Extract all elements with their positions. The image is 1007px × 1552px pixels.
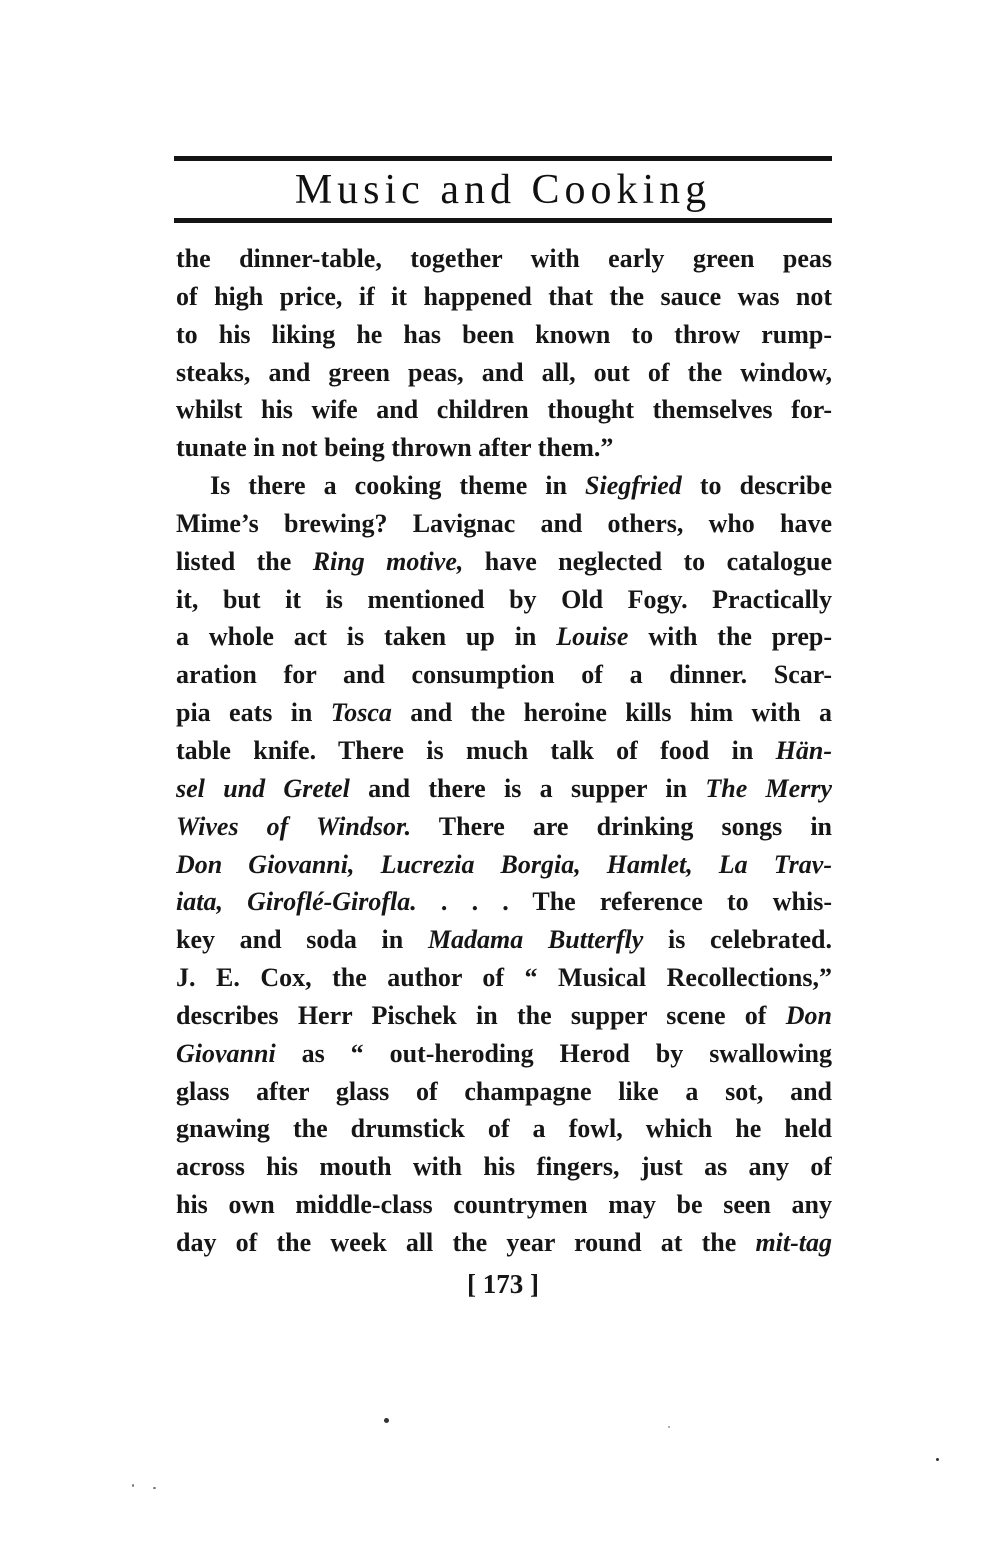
text-line: Mime’s brewing? Lavignac and others, who have: [176, 508, 832, 538]
page-number: [ 173 ]: [467, 1269, 539, 1299]
text-line: it, but it is mentioned by Old Fogy. Practically: [176, 584, 832, 614]
text-line: aration for and consumption of a dinner. Scar-: [176, 660, 832, 690]
running-head-title: Music and Cooking: [294, 167, 712, 213]
text-line: gnawing the drumstick of a fowl, which he held: [176, 1114, 832, 1144]
text-line: Is there a cooking theme in Siegfried to describe: [210, 471, 832, 501]
header-rule-bottom: [174, 218, 832, 223]
text-line: to his liking he has been known to throw rump-: [176, 319, 832, 349]
text-line: his own middle-class countrymen may be seen any: [176, 1190, 832, 1220]
text-line: day of the week all the year round at the mit-tag: [176, 1227, 832, 1257]
text-line: the dinner-table, together with early green peas: [176, 244, 832, 273]
text-line: a whole act is taken up in Louise with the prep-: [176, 622, 832, 652]
text-line: describes Herr Pischek in the supper scene of Don: [176, 1000, 832, 1030]
text-line: tunate in not being thrown after them.”: [176, 433, 614, 463]
scan-speck: [384, 1418, 389, 1423]
text-line: across his mouth with his fingers, just as any of: [176, 1152, 832, 1182]
text-line: of high price, if it happened that the sauce was not: [176, 281, 832, 311]
text-line: Giovanni as “ out-heroding Herod by swallowing: [176, 1038, 832, 1068]
text-line: J. E. Cox, the author of “ Musical Recollections,”: [176, 963, 832, 993]
text-line: Wives of Windsor. There are drinking songs in: [176, 811, 832, 841]
text-line: sel und Gretel and there is a supper in The Merry: [176, 773, 832, 803]
scan-speck: [936, 1458, 939, 1461]
scan-speck: [668, 1426, 670, 1428]
text-line: glass after glass of champagne like a sot, and: [176, 1076, 832, 1106]
text-line: steaks, and green peas, and all, out of the window,: [176, 357, 832, 387]
text-line: listed the Ring motive, have neglected to catalogue: [176, 546, 832, 576]
text-line: Don Giovanni, Lucrezia Borgia, Hamlet, La Trav-: [176, 849, 832, 879]
text-line: key and soda in Madama Butterfly is celebrated.: [176, 925, 832, 955]
header-rule-top: [174, 156, 832, 161]
body-text: [176, 240, 832, 1262]
text-line: iata, Giroflé-Girofla. . . . The reference to whis-: [176, 887, 832, 917]
text-line: pia eats in Tosca and the heroine kills him with a: [176, 698, 832, 728]
scan-speck: [132, 1484, 134, 1487]
text-line: whilst his wife and children thought themselves for-: [176, 395, 832, 425]
text-line: table knife. There is much talk of food in Hän-: [176, 735, 832, 765]
scan-speck: [153, 1487, 156, 1489]
